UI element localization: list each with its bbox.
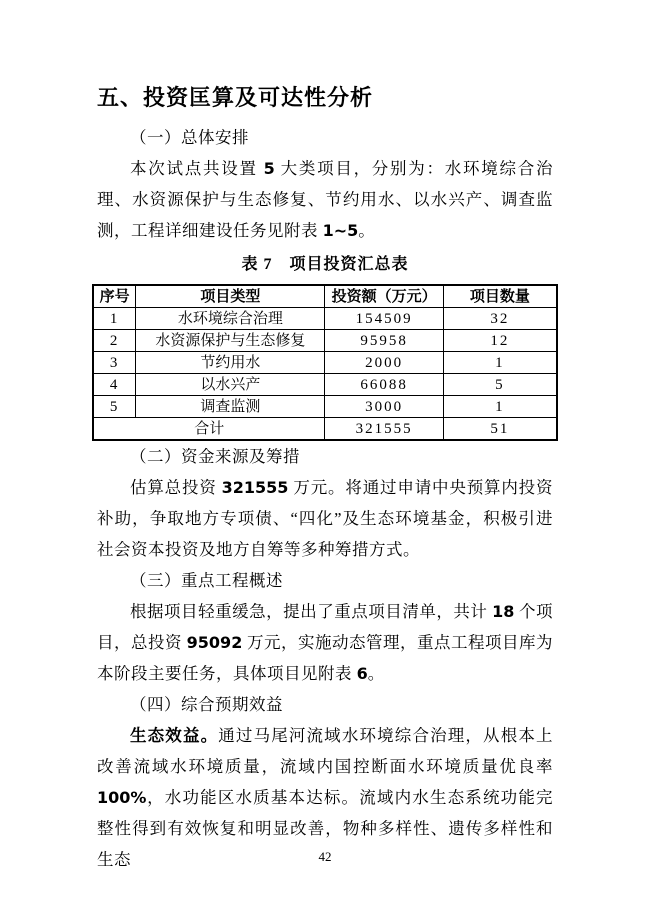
page-number: 42 (318, 849, 332, 864)
text-segment: ，水功能区水质基本达标。流域内水生态系统功能完整性得到有效恢复和明显改善，物种多样性、遗传多样性和生态 (97, 788, 553, 869)
text-segment: 。 (358, 221, 376, 240)
section-key-projects (97, 565, 553, 689)
text-segment: 通过马尾河流域水环境综合治理，从根本上改善流域水环境质量，流域内国控断面水环境质量优良率 (97, 726, 554, 776)
table-row (93, 352, 557, 374)
cell-project-type: 调查监测 (136, 396, 325, 418)
subsection-title-2: （二）资金来源及筹措 (130, 447, 300, 466)
cell-index: 5 (93, 396, 136, 418)
text-segment: 5 (263, 159, 275, 178)
cell-project-count: 1 (443, 352, 557, 374)
cell-project-count: 5 (443, 374, 557, 396)
subsection-title-3: （三）重点工程概述 (130, 571, 283, 590)
text-segment: 大类项目，分别为：水环境综合治理、水资源保护与生态修复、节约用水、以水兴产、调查监测，工程详细建设任务见附表 (97, 159, 554, 240)
text-segment: 6 (356, 664, 368, 683)
text-segment: 。 (367, 664, 385, 683)
cell-project-count: 32 (443, 308, 557, 330)
cell-total-count: 51 (443, 418, 557, 441)
table-row (93, 308, 557, 330)
cell-project-count: 12 (443, 330, 557, 352)
text-segment: 万元，实施动态管理，重点工程项目库为本阶段主要任务，具体项目见附表 (97, 633, 554, 683)
text-segment: 100% (97, 788, 147, 807)
text-segment: 本次试点共设置 (130, 159, 264, 178)
cell-investment: 3000 (325, 396, 443, 418)
text-segment: 生态效益。 (130, 726, 219, 745)
cell-total-investment: 321555 (325, 418, 443, 441)
text-segment: 1~5 (322, 221, 359, 240)
cell-total-label: 合计 (93, 418, 325, 441)
cell-project-type: 节约用水 (136, 352, 325, 374)
cell-project-count: 1 (443, 396, 557, 418)
cell-investment: 95958 (325, 330, 443, 352)
col-header-project-type: 项目类型 (136, 285, 325, 308)
text-segment: 根据项目轻重缓急，提出了重点项目清单，共计 (130, 602, 493, 621)
text-segment: 95092 (186, 633, 243, 652)
cell-index: 3 (93, 352, 136, 374)
page-title: 五、投资匡算及可达性分析 (97, 85, 374, 110)
table-header-row (93, 285, 557, 308)
table-row (93, 396, 557, 418)
col-header-index: 序号 (93, 285, 136, 308)
cell-project-type: 水环境综合治理 (136, 308, 325, 330)
cell-investment: 2000 (325, 352, 443, 374)
table-total-row (93, 418, 557, 441)
table-row (93, 330, 557, 352)
subsection-title-1: （一）总体安排 (130, 128, 249, 147)
cell-index: 1 (93, 308, 136, 330)
paragraph-funding-sources (97, 472, 553, 565)
cell-investment: 66088 (325, 374, 443, 396)
cell-index: 2 (93, 330, 136, 352)
text-segment: 估算总投资 (130, 478, 222, 497)
text-segment: 个项目，总投资 (97, 602, 554, 652)
cell-index: 4 (93, 374, 136, 396)
paragraph-key-projects (97, 596, 553, 689)
cell-project-type: 以水兴产 (136, 374, 325, 396)
table-row (93, 374, 557, 396)
col-header-investment: 投资额（万元） (325, 285, 443, 308)
paragraph-overall-arrangement (97, 153, 553, 246)
text-segment: 321555 (221, 478, 289, 497)
cell-investment: 154509 (325, 308, 443, 330)
section-overall-arrangement (97, 122, 553, 246)
table-title: 表 7 项目投资汇总表 (241, 256, 409, 273)
investment-summary-table (92, 284, 558, 441)
subsection-title-4: （四）综合预期效益 (130, 695, 283, 714)
section-funding-sources (97, 441, 553, 565)
text-segment: 万元。将通过申请中央预算内投资补助，争取地方专项债、“四化”及生态环境基金，积极引进社会资本投资及地方自筹等多种筹措方式。 (97, 478, 554, 559)
text-segment: 18 (492, 602, 515, 621)
col-header-project-count: 项目数量 (443, 285, 557, 308)
cell-project-type: 水资源保护与生态修复 (136, 330, 325, 352)
